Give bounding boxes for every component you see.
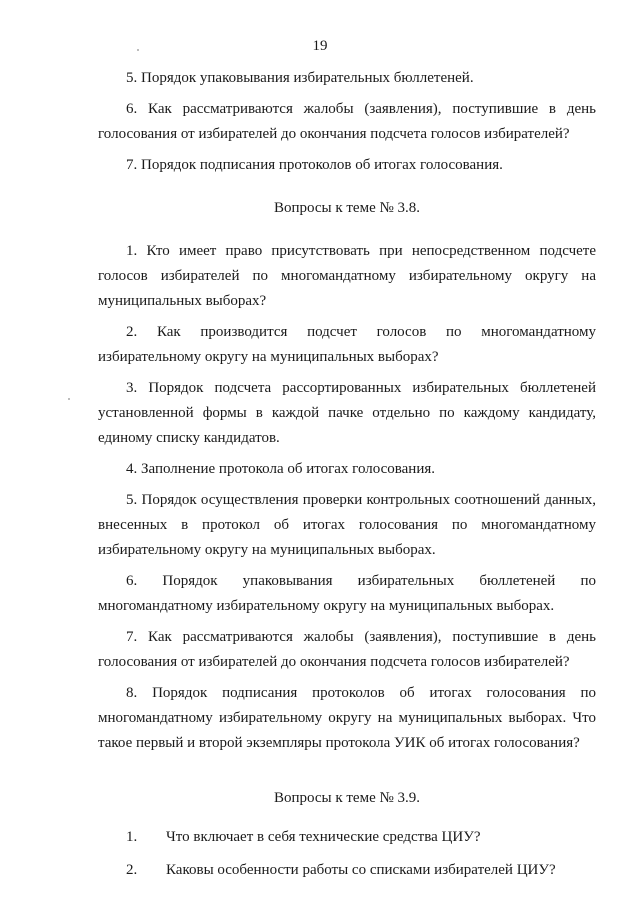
question-item: 2. Как производится подсчет голосов по многомандатному избирательному округу на муниципальных выборах? [98, 324, 596, 365]
question-item: 3. Порядок подсчета рассортированных избирательных бюллетеней установленной формы в каждой пачке отдельно по каждому кандидату, единому списку кандидатов. [98, 380, 596, 446]
document-body [98, 66, 596, 883]
question-item: 8. Порядок подписания протоколов об итогах голосования по многомандатному избирательному округу на муниципальных выборах. Что такое первый и второй экземпляры протокола УИК об итогах голосования? [98, 685, 596, 751]
intro-item: 5. Порядок упаковывания избирательных бюллетеней. [126, 70, 474, 86]
section-heading-3-9: Вопросы к теме № 3.9. [273, 790, 421, 806]
question-number: 2. [126, 862, 138, 878]
question-item: 7. Как рассматриваются жалобы (заявления), поступившие в день голосования от избирателей до окончания подсчета голосов избирателей? [98, 629, 596, 670]
intro-item: 6. Как рассматриваются жалобы (заявления), поступившие в день голосования от избирателей до окончания подсчета голосов избирателей? [98, 101, 596, 142]
question-item: 1. Кто имеет право присутствовать при непосредственном подсчете голосов избирателей по многомандатному избирательному округу на муниципальных выборах? [98, 243, 596, 309]
question-text: Что включает в себя технические средства ЦИУ? [166, 829, 481, 845]
section-heading-3-8: Вопросы к теме № 3.8. [273, 200, 421, 216]
question-item: 5. Порядок осуществления проверки контрольных соотношений данных, внесенных в протокол об итогах голосования по многомандатному избирательному округу на муниципальных выборах. [98, 492, 596, 558]
question-item: 4. Заполнение протокола об итогах голосования. [126, 461, 436, 477]
question-number: 1. [126, 829, 138, 845]
question-item [98, 825, 596, 850]
scan-speck [68, 398, 70, 400]
question-text: Каковы особенности работы со списками избирателей ЦИУ? [166, 862, 556, 878]
question-item [98, 858, 596, 883]
question-item: 6. Порядок упаковывания избирательных бюллетеней по многомандатному избирательному округу на муниципальных выборах. [98, 573, 596, 614]
page-number: 19 [312, 38, 328, 54]
intro-item: 7. Порядок подписания протоколов об итогах голосования. [126, 157, 503, 173]
